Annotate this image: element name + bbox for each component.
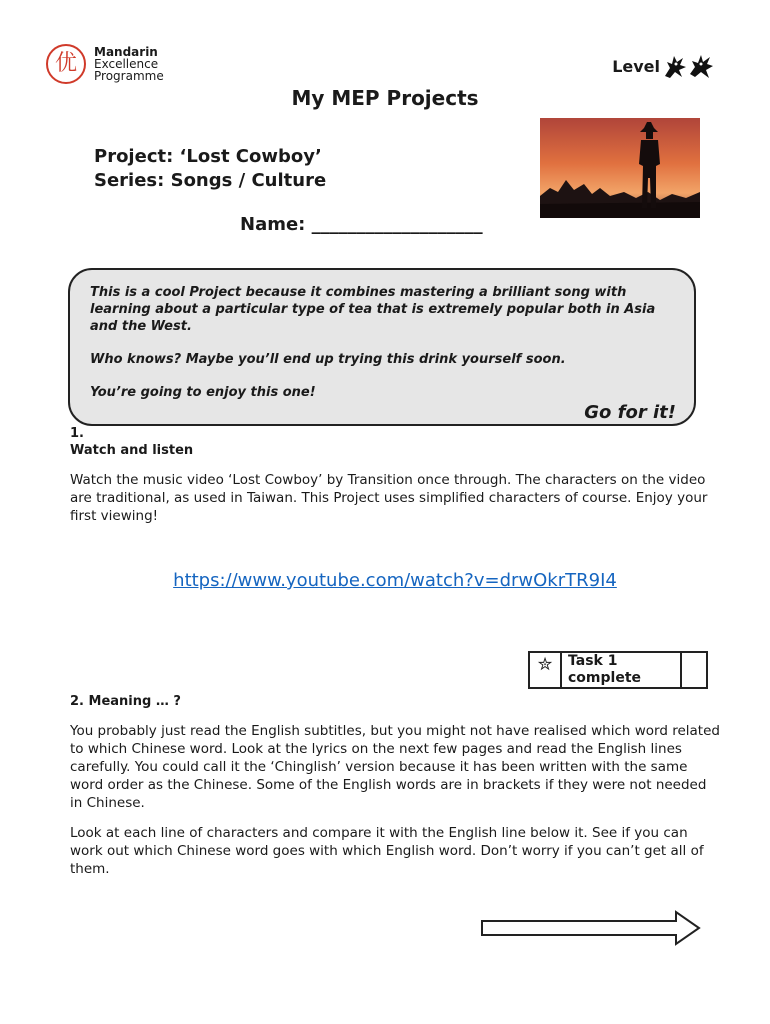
page-title: My MEP Projects <box>291 86 479 110</box>
logo-line-2: Excellence <box>94 57 159 71</box>
task-1-checkbox[interactable] <box>681 652 707 688</box>
next-page-arrow-icon <box>480 910 702 946</box>
intro-paragraph-1: This is a cool Project because it combines mastering a brilliant song with learning about a particular type of tea that is extremely popular both in Asia and the West. <box>90 285 656 334</box>
section-2-paragraph-2: Look at each line of characters and compare it with the English line below it. See if you can work out which Chinese word goes with which English word. Don’t worry if you can’t get all of them. <box>70 825 704 877</box>
level-label: Level <box>612 56 660 76</box>
section-2-paragraph-1: You probably just read the English subtitles, but you might not have realised which word related to which Chinese word. Look at the lyrics on the next few pages and read the English lines carefully. You could call it the ‘Chinglish’ version because it has been written with the same word order as the Chinese. Some of the English words are in brackets if they were not needed in Chinese. <box>70 723 720 811</box>
section-1-number: 1. <box>70 426 84 441</box>
mep-logo <box>46 44 176 86</box>
section-2-title: 2. Meaning … ? <box>70 694 181 709</box>
intro-callout <box>68 268 696 426</box>
task-1-checklist <box>528 651 708 689</box>
intro-paragraph-2: Who knows? Maybe you’ll end up trying this drink yourself soon. <box>90 352 566 367</box>
project-title: Project: ‘Lost Cowboy’ <box>94 146 322 167</box>
cowboy-sunset-photo <box>540 118 700 218</box>
star-icon: ✮ <box>529 652 561 688</box>
youtube-link[interactable]: https://www.youtube.com/watch?v=drwOkrTR9I4 <box>173 570 617 591</box>
level-indicator <box>612 52 714 80</box>
section-1-body: Watch the music video ‘Lost Cowboy’ by Transition once through. The characters on the video are traditional, as used in Taiwan. This Project uses simplified characters of course. Enjoy your first viewing! <box>70 472 708 524</box>
name-field[interactable]: Name: ___________________ <box>240 214 483 235</box>
dragon-icon <box>688 52 714 80</box>
logo-seal-icon: 优 <box>46 44 86 84</box>
section-1-title: Watch and listen <box>70 443 194 458</box>
dragon-icon <box>662 52 688 80</box>
intro-paragraph-3: You’re going to enjoy this one! <box>90 385 316 400</box>
logo-line-3: Programme <box>94 69 164 83</box>
task-1-label: Task 1 complete <box>561 652 681 688</box>
go-for-it-text: Go for it! <box>584 402 676 423</box>
series-title: Series: Songs / Culture <box>94 170 327 191</box>
logo-line-1: Mandarin <box>94 45 158 59</box>
